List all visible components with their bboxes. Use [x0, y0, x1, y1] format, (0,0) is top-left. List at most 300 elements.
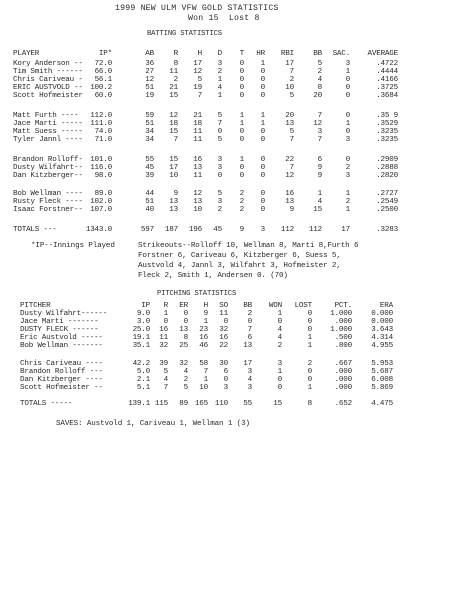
pitching-cell: 4.314 [371, 334, 393, 342]
batting-cell: 1 [239, 112, 244, 120]
batting-cell: 2 [317, 68, 322, 76]
batting-cell: 2 [239, 206, 244, 214]
pitching-total-cell: 4.475 [371, 400, 393, 408]
batting-cell: Matt Suess ----- [13, 128, 83, 136]
pitching-cell: 0 [163, 318, 168, 326]
batting-cell: Dusty Wilfahrt-- [13, 164, 83, 172]
pitching-heading: PITCHING STATISTICS [157, 290, 237, 298]
pitching-cell: 3.0 [136, 318, 150, 326]
batting-cell: 0 [260, 128, 265, 136]
batting-cell: 11 [193, 136, 202, 144]
batting-cell: 0 [260, 84, 265, 92]
batting-cell: 0 [345, 84, 350, 92]
batting-row [0, 172, 464, 180]
pitching-cell: 6.008 [371, 376, 393, 384]
batting-cell: .2549 [376, 198, 398, 206]
pitching-cell: 5.869 [371, 384, 393, 392]
batting-cell: 0 [239, 164, 244, 172]
batting-cell: 3 [217, 164, 222, 172]
pitching-cell: 0 [183, 318, 188, 326]
batting-cell: 0 [239, 60, 244, 68]
batting-total-cell: 1343.0 [85, 226, 112, 234]
batting-cell: Tyler Jannl ---- [13, 136, 83, 144]
pitching-cell: 2 [247, 310, 252, 318]
batting-cell: 0 [345, 112, 350, 120]
batting-cell: 0 [260, 136, 265, 144]
batting-cell: Jace Marti ----- [13, 120, 83, 128]
batting-cell: 16 [285, 190, 294, 198]
batting-cell: 112.0 [90, 112, 112, 120]
pitching-cell: .800 [334, 342, 352, 350]
batting-cell: 0 [345, 156, 350, 164]
batting-cell: ERIC AUSTVOLD -- [13, 84, 83, 92]
batting-cell: 3 [217, 198, 222, 206]
pitching-cell: 0 [223, 318, 228, 326]
pitching-cell: 6 [247, 334, 252, 342]
pitching-cell: 0 [307, 318, 312, 326]
pitching-column-header-cell: ERA [379, 302, 393, 310]
batting-cell: 102.0 [90, 198, 112, 206]
pitching-cell: 0 [307, 376, 312, 384]
batting-cell: .2888 [376, 164, 398, 172]
pitching-cell: 3 [247, 384, 252, 392]
batting-cell: 0 [239, 76, 244, 84]
pitching-cell: .667 [334, 360, 352, 368]
batting-cell: 5 [289, 92, 294, 100]
pitching-cell: 1 [163, 310, 168, 318]
pitching-cell: 0 [247, 318, 252, 326]
batting-cell: 12 [285, 172, 294, 180]
pitching-column-header-cell: R [163, 302, 168, 310]
batting-cell: 51 [145, 84, 154, 92]
pitching-cell: 42.2 [132, 360, 150, 368]
batting-row [0, 156, 464, 164]
pitching-cell: 11 [159, 334, 168, 342]
batting-cell: 17 [169, 164, 178, 172]
batting-cell: 1 [239, 120, 244, 128]
pitching-cell: 2 [277, 342, 282, 350]
pitching-cell: 19.1 [132, 334, 150, 342]
batting-cell: Bob Wellman ---- [13, 190, 83, 198]
batting-column-header-cell: IP* [98, 50, 112, 58]
batting-cell: 4 [317, 198, 322, 206]
batting-cell: 40 [145, 206, 154, 214]
pitching-cell: 0 [277, 376, 282, 384]
batting-cell: 0 [260, 156, 265, 164]
pitching-total-cell: 110 [214, 400, 228, 408]
batting-cell: 15 [169, 128, 178, 136]
pitching-cell: Scott Hofmeister -- [20, 384, 103, 392]
pitching-cell: 25 [179, 342, 188, 350]
pitching-cell: 9.0 [136, 310, 150, 318]
pitching-cell: 0 [277, 318, 282, 326]
batting-cell: Chris Cariveau - [13, 76, 83, 84]
batting-cell: 8 [317, 84, 322, 92]
batting-cell: 9 [173, 190, 178, 198]
batting-cell: 20 [313, 92, 322, 100]
pitching-total-cell: 55 [243, 400, 252, 408]
pitching-column-header-cell: PITCHER [20, 302, 51, 310]
batting-cell: 0 [260, 92, 265, 100]
batting-cell: 5 [217, 136, 222, 144]
pitching-total-cell: 8 [307, 400, 312, 408]
batting-cell: 10 [169, 172, 178, 180]
batting-cell: 7 [317, 136, 322, 144]
batting-cell: 13 [285, 198, 294, 206]
pitching-total-cell: 165 [194, 400, 208, 408]
pitching-cell: 0.000 [371, 318, 393, 326]
pitching-cell: 6 [223, 368, 228, 376]
strikeouts-line-4: Fleck 2, Smith 1, Andersen 0. (70) [138, 272, 288, 280]
batting-cell: 3 [217, 60, 222, 68]
batting-cell: 51 [145, 198, 154, 206]
batting-cell: .35 9 [376, 112, 398, 120]
batting-cell: 0 [239, 84, 244, 92]
batting-cell: 100.2 [90, 84, 112, 92]
batting-row [0, 68, 464, 76]
pitching-cell: Bob Wellman ------- [20, 342, 103, 350]
batting-cell: 7 [289, 136, 294, 144]
pitching-row [0, 334, 464, 342]
batting-cell: 12 [193, 68, 202, 76]
pitching-cell: 2.1 [136, 376, 150, 384]
batting-cell: 44 [145, 190, 154, 198]
batting-cell: 60.0 [94, 92, 112, 100]
sheet-title: 1999 NEW ULM VFW GOLD STATISTICS [115, 4, 279, 13]
batting-row [0, 164, 464, 172]
batting-row [0, 136, 464, 144]
batting-cell: Tim Smith ------ [13, 68, 83, 76]
batting-cell: 59 [145, 112, 154, 120]
pitching-cell: Dan Kitzberger ---- [20, 376, 103, 384]
pitching-cell: 16 [159, 326, 168, 334]
batting-cell: 66.0 [94, 68, 112, 76]
batting-cell: 0 [260, 206, 265, 214]
batting-cell: 11 [193, 128, 202, 136]
pitching-column-header-cell: SO [219, 302, 228, 310]
pitching-row [0, 310, 464, 318]
pitching-cell: Brandon Rolloff --- [20, 368, 103, 376]
batting-cell: .3684 [376, 92, 398, 100]
batting-cell: 2 [217, 206, 222, 214]
pitching-row [0, 360, 464, 368]
saves-line: SAVES: Austvold 1, Cariveau 1, Wellman 1 (3) [56, 420, 250, 428]
batting-cell: 1 [345, 190, 350, 198]
pitching-cell: 13 [179, 326, 188, 334]
pitching-cell: Jace Marti ------- [20, 318, 99, 326]
batting-column-header-cell: BB [313, 50, 322, 58]
batting-cell: 11 [169, 68, 178, 76]
batting-cell: 27 [145, 68, 154, 76]
batting-total-cell: .3283 [376, 226, 398, 234]
batting-cell: 12 [169, 112, 178, 120]
batting-total-cell: 187 [164, 226, 178, 234]
batting-cell: .2500 [376, 206, 398, 214]
pitching-header-row [0, 302, 464, 310]
batting-cell: 45 [145, 164, 154, 172]
batting-cell: 21 [169, 84, 178, 92]
pitching-cell: 0.000 [371, 310, 393, 318]
batting-cell: Brandon Rolloff- [13, 156, 83, 164]
batting-column-header-cell: R [173, 50, 178, 58]
batting-row [0, 190, 464, 198]
batting-cell: 0 [239, 92, 244, 100]
batting-cell: 12 [193, 190, 202, 198]
pitching-cell: DUSTY FLECK ------ [20, 326, 99, 334]
pitching-row [0, 376, 464, 384]
pitching-cell: 7 [203, 368, 208, 376]
batting-cell: 2 [345, 164, 350, 172]
batting-column-header-cell: AB [145, 50, 154, 58]
pitching-cell: 1 [277, 368, 282, 376]
strikeouts-line-2: Forstner 6, Cariveau 6, Kitzberger 6, Suess 5, [138, 252, 341, 260]
batting-row [0, 92, 464, 100]
batting-cell: 1 [217, 92, 222, 100]
batting-column-header-cell: RBI [280, 50, 294, 58]
batting-total-cell: 45 [213, 226, 222, 234]
pitching-total-cell: .652 [334, 400, 352, 408]
batting-column-header-cell: PLAYER [13, 50, 40, 58]
pitching-cell: 2 [183, 376, 188, 384]
batting-cell: .2727 [376, 190, 398, 198]
pitching-cell: Dusty Wilfahrt------ [20, 310, 108, 318]
batting-cell: 20 [285, 112, 294, 120]
batting-cell: 0 [239, 136, 244, 144]
batting-cell: 9 [317, 172, 322, 180]
pitching-cell: 32 [159, 342, 168, 350]
batting-cell: 0 [217, 172, 222, 180]
batting-column-header-cell: HR [256, 50, 265, 58]
batting-cell: 0 [239, 68, 244, 76]
pitching-cell: 1 [203, 318, 208, 326]
batting-totals-row [0, 226, 464, 234]
batting-total-cell: 597 [140, 226, 154, 234]
pitching-totals-row [0, 400, 464, 408]
batting-cell: 13 [285, 120, 294, 128]
batting-cell: 3 [345, 136, 350, 144]
batting-cell: Dan Kitzberger-- [13, 172, 83, 180]
batting-cell: 18 [169, 120, 178, 128]
pitching-cell: 3 [247, 368, 252, 376]
pitching-cell: 1 [307, 384, 312, 392]
batting-cell: 74.0 [94, 128, 112, 136]
pitching-cell: 7 [247, 326, 252, 334]
batting-cell: 71.0 [94, 136, 112, 144]
batting-cell: 13 [193, 198, 202, 206]
batting-cell: Rusty Fleck ---- [13, 198, 83, 206]
pitching-cell: .000 [334, 384, 352, 392]
pitching-row [0, 368, 464, 376]
batting-cell: 4 [217, 84, 222, 92]
batting-cell: 3 [345, 172, 350, 180]
batting-cell: 72.0 [94, 60, 112, 68]
batting-cell: 13 [193, 164, 202, 172]
pitching-cell: 23 [199, 326, 208, 334]
pitching-row [0, 342, 464, 350]
batting-cell: 98.0 [94, 172, 112, 180]
batting-cell: Matt Furth ---- [13, 112, 79, 120]
batting-column-header-cell: T [239, 50, 244, 58]
batting-cell: 15 [169, 156, 178, 164]
pitching-cell: 4 [277, 334, 282, 342]
batting-cell: 13 [169, 198, 178, 206]
batting-row [0, 84, 464, 92]
batting-cell: 17 [285, 60, 294, 68]
pitching-cell: 13 [243, 342, 252, 350]
batting-cell: 0 [260, 198, 265, 206]
batting-total-cell: 9 [239, 226, 244, 234]
pitching-cell: 3.643 [371, 326, 393, 334]
batting-cell: 7 [173, 136, 178, 144]
batting-cell: 7 [217, 120, 222, 128]
batting-cell: .2909 [376, 156, 398, 164]
pitching-cell: 11 [219, 310, 228, 318]
pitching-cell: 0 [183, 310, 188, 318]
batting-total-cell: 112 [308, 226, 322, 234]
batting-cell: 7 [289, 164, 294, 172]
team-record: Won 15 Lost 8 [188, 14, 260, 23]
batting-cell: 2 [239, 198, 244, 206]
pitching-cell: 1 [307, 334, 312, 342]
pitching-total-cell: 15 [273, 400, 282, 408]
batting-cell: 2 [173, 76, 178, 84]
batting-cell: 18 [193, 120, 202, 128]
batting-cell: 3 [217, 156, 222, 164]
pitching-cell: 46 [199, 342, 208, 350]
batting-cell: 5 [217, 190, 222, 198]
pitching-total-cell: 139.1 [128, 400, 150, 408]
batting-row [0, 206, 464, 214]
batting-cell: 10 [193, 206, 202, 214]
batting-cell: 111.0 [90, 120, 112, 128]
batting-cell: 21 [193, 112, 202, 120]
batting-cell: 7 [197, 92, 202, 100]
pitching-cell: 0 [277, 384, 282, 392]
batting-cell: 8 [173, 60, 178, 68]
batting-cell: 5 [197, 76, 202, 84]
pitching-column-header-cell: LOST [294, 302, 312, 310]
strikeouts-line-3: Austvold 4, Jannl 3, Wilfahrt 3, Hofmeister 2, [138, 262, 341, 270]
pitching-cell: 16 [199, 334, 208, 342]
pitching-cell: 1 [203, 376, 208, 384]
pitching-cell: 5 [163, 368, 168, 376]
pitching-cell: 17 [243, 360, 252, 368]
pitching-cell: 0 [307, 310, 312, 318]
batting-cell: 0 [260, 190, 265, 198]
batting-cell: 0 [345, 76, 350, 84]
batting-cell: 13 [169, 206, 178, 214]
batting-row [0, 112, 464, 120]
batting-cell: 7 [317, 112, 322, 120]
pitching-cell: 0 [223, 376, 228, 384]
batting-cell: 17 [193, 60, 202, 68]
batting-column-header-cell: H [197, 50, 202, 58]
batting-cell: .4444 [376, 68, 398, 76]
pitching-cell: .000 [334, 318, 352, 326]
pitching-cell: 0 [307, 368, 312, 376]
pitching-row [0, 326, 464, 334]
pitching-cell: .000 [334, 368, 352, 376]
batting-cell: 39 [145, 172, 154, 180]
pitching-total-cell: TOTALS ----- [20, 400, 73, 408]
batting-cell: 0 [239, 172, 244, 180]
batting-cell: 55 [145, 156, 154, 164]
batting-cell: 12 [313, 120, 322, 128]
batting-cell: 5 [217, 112, 222, 120]
pitching-column-header-cell: H [203, 302, 208, 310]
batting-cell: 34 [145, 128, 154, 136]
pitching-cell: 4 [163, 376, 168, 384]
pitching-cell: 4 [183, 368, 188, 376]
batting-cell: 89.0 [94, 190, 112, 198]
batting-cell: 6 [317, 156, 322, 164]
batting-cell: .4166 [376, 76, 398, 84]
batting-cell: 1 [345, 68, 350, 76]
pitching-cell: 1.000 [330, 326, 352, 334]
batting-column-header-cell: SAC. [332, 50, 350, 58]
batting-row [0, 198, 464, 206]
pitching-cell: 1.000 [330, 310, 352, 318]
pitching-cell: 5 [183, 384, 188, 392]
batting-cell: 2 [345, 198, 350, 206]
batting-cell: 2 [239, 190, 244, 198]
batting-cell: 56.1 [94, 76, 112, 84]
batting-cell: 0 [260, 172, 265, 180]
batting-heading: BATTING STATISTICS [147, 30, 222, 38]
pitching-column-header-cell: WON [268, 302, 282, 310]
batting-cell: .3529 [376, 120, 398, 128]
batting-cell: 3 [345, 60, 350, 68]
batting-total-cell: 3 [260, 226, 265, 234]
batting-cell: 2 [289, 76, 294, 84]
batting-cell: 0 [260, 68, 265, 76]
batting-cell: 9 [317, 164, 322, 172]
batting-row [0, 128, 464, 136]
batting-cell: 0 [260, 164, 265, 172]
batting-cell: 2 [217, 68, 222, 76]
batting-cell: .2820 [376, 172, 398, 180]
pitching-cell: 30 [219, 360, 228, 368]
batting-cell: .3725 [376, 84, 398, 92]
pitching-cell: 58 [199, 360, 208, 368]
batting-cell: 12 [145, 76, 154, 84]
batting-cell: 1 [317, 190, 322, 198]
batting-cell: 0 [260, 76, 265, 84]
pitching-cell: 1 [277, 310, 282, 318]
batting-cell: 15 [169, 92, 178, 100]
batting-header-row [0, 50, 464, 58]
pitching-cell: 10 [199, 384, 208, 392]
batting-cell: 19 [145, 92, 154, 100]
pitching-cell: .500 [334, 334, 352, 342]
batting-total-cell: 17 [341, 226, 350, 234]
pitching-cell: 5.1 [136, 384, 150, 392]
batting-cell: 7 [289, 68, 294, 76]
pitching-cell: 35.1 [132, 342, 150, 350]
batting-cell: 1 [239, 156, 244, 164]
pitching-cell: 16 [219, 334, 228, 342]
pitching-row [0, 318, 464, 326]
strikeouts-line-1: Strikeouts--Rolloff 10, Wellman 8, Marti 8,Furth 6 [138, 242, 359, 250]
pitching-cell: 39 [159, 360, 168, 368]
batting-cell: 22 [285, 156, 294, 164]
pitching-cell: 2 [307, 360, 312, 368]
batting-cell: .3235 [376, 136, 398, 144]
pitching-cell: 3 [277, 360, 282, 368]
pitching-column-header-cell: PCT. [334, 302, 352, 310]
batting-cell: 34 [145, 136, 154, 144]
pitching-cell: 5.687 [371, 368, 393, 376]
